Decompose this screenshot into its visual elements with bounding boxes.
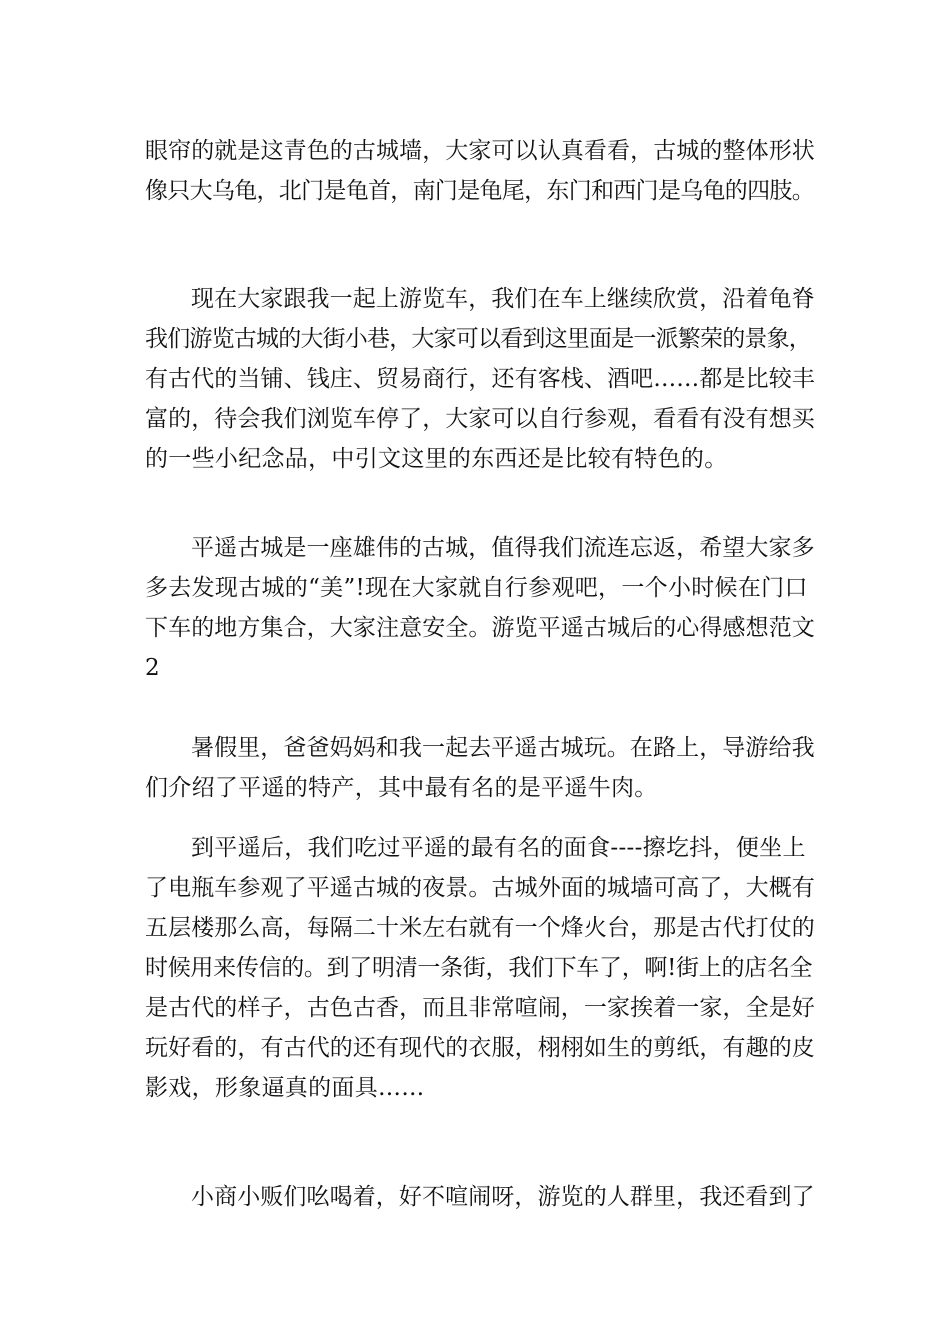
paragraph-6: [145, 1177, 815, 1217]
text-line: 小商小贩们吆喝着，好不喧闹呀，游览的人群里，我还看到了: [191, 1184, 815, 1210]
text-line: 了电瓶车参观了平遥古城的夜景。古城外面的城墙可高了，大概有: [145, 875, 815, 901]
text-line: 平遥古城是一座雄伟的古城，值得我们流连忘返，希望大家多: [191, 535, 815, 561]
text-line: 的一些小纪念品，中引文这里的东西还是比较有特色的。: [145, 446, 728, 472]
paragraph-1: [145, 131, 815, 211]
text-line: 下车的地方集合，大家注意安全。游览平遥古城后的心得感想范文: [145, 615, 815, 641]
text-line: 时候用来传信的。到了明清一条街，我们下车了，啊!街上的店名全: [145, 955, 813, 981]
text-line: 2: [145, 655, 160, 681]
text-line: 五层楼那么高，每隔二十米左右就有一个烽火台，那是古代打仗的: [145, 915, 815, 941]
text-line: 富的，待会我们浏览车停了，大家可以自行参观，看看有没有想买: [145, 406, 815, 432]
text-line: 玩好看的，有古代的还有现代的衣服，栩栩如生的剪纸，有趣的皮: [145, 1035, 815, 1061]
paragraph-3: [145, 528, 815, 688]
text-line: 影戏，形象逼真的面具……: [145, 1075, 425, 1101]
paragraph-4: [145, 728, 815, 808]
text-line: 我们游览古城的大街小巷，大家可以看到这里面是一派繁荣的景象，: [145, 326, 812, 352]
text-line: 现在大家跟我一起上游览车，我们在车上继续欣赏，沿着龟脊: [191, 286, 815, 312]
text-line: 有古代的当铺、钱庄、贸易商行，还有客栈、酒吧……都是比较丰: [145, 366, 815, 392]
text-line: 到平遥后，我们吃过平遥的最有名的面食----擦圪抖，便坐上: [191, 835, 806, 861]
paragraph-2: [145, 279, 815, 479]
text-line: 们介绍了平遥的特产，其中最有名的是平遥牛肉。: [145, 775, 658, 801]
text-line: 像只大乌龟，北门是龟首，南门是龟尾，东门和西门是乌龟的四肢。: [145, 178, 815, 204]
paragraph-5: [145, 828, 815, 1108]
text-line: 多去发现古城的“美”!现在大家就自行参观吧，一个小时候在门口: [145, 575, 808, 601]
text-line: 眼帘的就是这青色的古城墙，大家可以认真看看，古城的整体形状: [145, 138, 815, 164]
text-line: 暑假里，爸爸妈妈和我一起去平遥古城玩。在路上，导游给我: [191, 735, 815, 761]
text-line: 是古代的样子，古色古香，而且非常喧闹，一家挨着一家，全是好: [145, 995, 815, 1021]
